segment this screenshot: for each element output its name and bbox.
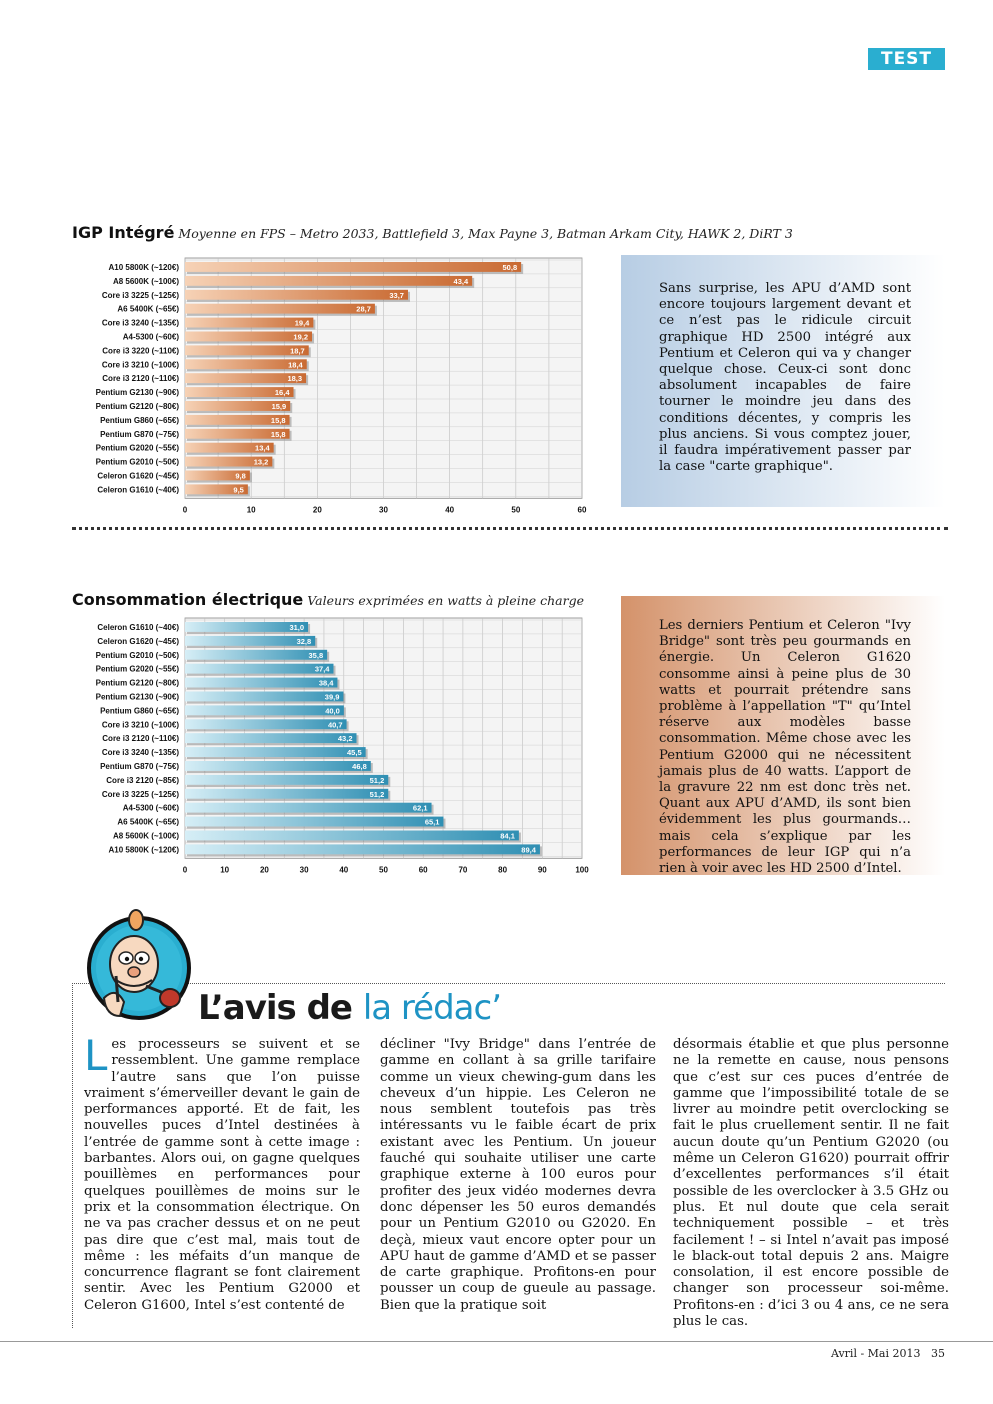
igp-value-label: 50,8 xyxy=(502,262,518,272)
drop-cap: L xyxy=(84,1031,108,1080)
power-value-label: 38,4 xyxy=(318,678,334,688)
igp-bar xyxy=(185,304,375,314)
power-bar xyxy=(185,761,371,771)
avis-column-1-text: es processeurs se suivent et se ressemblent. Une gamme remplace l’autre sans que l’on puisse vraiment s’émerveiller devant le gain de performances apporté. Et de fait, les nouvelles puces d’Intel destinées à l’entrée de gamme sont à cette image : barbantes. Alors oui, on gagne quelques pouillèmes en performances pour quelques pouillèmes de moins sur le prix et la consommation électrique. On ne va pas cracher dessus et on ne peut pas dire que c’est mal, mais tout de même : les méfaits d’un manque de concurrence flagrant se font clairement sentir. Avec les Pentium G2000 et Celeron G1600, Intel s’est contenté de xyxy=(84,1037,360,1313)
power-bar xyxy=(185,789,388,799)
power-category-label: Pentium G2020 (~55€) xyxy=(95,664,179,674)
power-category-label: Core i3 2120 (~85€) xyxy=(106,775,179,785)
power-bar xyxy=(185,650,327,660)
power-value-label: 51,2 xyxy=(369,789,385,799)
power-tick-label: 50 xyxy=(379,865,388,875)
power-tick-label: 60 xyxy=(418,865,428,875)
power-value-label: 40,7 xyxy=(327,720,343,730)
avis-rule-horizontal xyxy=(72,983,945,984)
section-divider xyxy=(72,527,948,530)
power-value-label: 89,4 xyxy=(521,845,536,855)
chart2-subtitle: Valeurs exprimées en watts à pleine charge xyxy=(307,593,584,608)
power-value-label: 45,5 xyxy=(347,748,362,758)
power-bar xyxy=(185,692,343,702)
power-category-label: Pentium G2120 (~80€) xyxy=(95,678,179,688)
power-value-label: 43,2 xyxy=(337,734,353,744)
power-value-label: 65,1 xyxy=(424,817,440,827)
power-bar xyxy=(185,705,344,715)
avis-column-2: décliner "Ivy Bridge" dans l’entrée de gamme en collant à sa grille tarifaire comme un vieux chewing-gum dans les cheveux d’un hippie. Les Celeron ne nous semblent toutefois pas très intéressants vu le faible écart de prix existant avec les Pentium. Un joueur fauché qui souhaite utiliser une carte graphique externe à 100 euros pour profiter des jeux vidéo modernes devra donc dépenser les 50 euros demandés pour un Pentium G2010 ou G2020. En deçà, mieux vaut encore opter pour un APU haut de gamme d’AMD et se passer de carte graphique. Profitons-en pour pousser un coup de gueule au passage. Bien que la pratique soit xyxy=(380,1037,656,1313)
power-bar xyxy=(185,831,519,841)
section-tag: TEST xyxy=(868,48,945,70)
power-chart xyxy=(60,615,605,875)
power-bar xyxy=(185,719,347,729)
igp-value-label: 13,4 xyxy=(255,443,270,453)
power-value-label: 84,1 xyxy=(500,831,515,841)
power-category-label: Pentium G870 (~75€) xyxy=(100,761,179,771)
power-value-label: 37,4 xyxy=(314,664,330,674)
igp-tick-label: 40 xyxy=(445,505,455,515)
power-tick-label: 80 xyxy=(498,865,508,875)
power-commentary-text: Les derniers Pentium et Celeron "Ivy Bridge" sont très peu gourmands en énergie. Un Celeron G1620 consomme ainsi à peine plus de 30 watts et pourrait prétendre sans problème à l’appellation "T" qu’Intel réserve aux modèles basse consommation. Même chose avec les Pentium G2000 qui ne nécessitent jamais plus de 40 watts. L’apport de la gravure 22 nm est donc très net. Quant aux APU d’AMD, ils sont bien évidemment les plus gourmands… mais cela s’explique par les performances de leur IGP qui n’a rien à voir avec les HD 2500 d’Intel. xyxy=(659,618,911,877)
igp-value-label: 18,4 xyxy=(288,360,303,370)
mascot-icon xyxy=(86,906,196,1026)
igp-category-label: Core i3 3210 (~100€) xyxy=(101,360,179,370)
igp-commentary-text: Sans surprise, les APU d’AMD sont encore toujours largement devant et ce n’est pas le ridicule circuit graphique HD 2500 intégré aux Pentium et Celeron qui va y changer quelque chose. Ceux-ci sont donc absolument incapables de faire tourner le moindre jeu dans des conditions décentes, y compris les plus anciens. Si vous comptez jouer, il faudra impérativement passer par la case "carte graphique". xyxy=(659,281,911,475)
igp-tick-label: 10 xyxy=(246,505,256,515)
igp-category-label: Pentium G860 (~65€) xyxy=(100,415,179,425)
power-tick-label: 30 xyxy=(299,865,309,875)
igp-category-label: A4-5300 (~60€) xyxy=(122,332,179,342)
power-bar xyxy=(185,844,540,854)
power-bar xyxy=(185,817,443,827)
power-bar xyxy=(185,775,388,785)
footer xyxy=(831,1347,945,1360)
igp-value-label: 19,2 xyxy=(293,332,309,342)
avis-rule-vertical xyxy=(72,983,73,1328)
igp-bar xyxy=(185,262,521,272)
power-category-label: Core i3 3210 (~100€) xyxy=(101,720,179,730)
igp-bar xyxy=(185,290,408,300)
igp-category-label: A6 5400K (~65€) xyxy=(117,304,179,314)
power-commentary-box xyxy=(621,596,945,875)
power-category-label: Pentium G2010 (~50€) xyxy=(95,650,179,660)
igp-tick-label: 0 xyxy=(182,505,188,515)
power-bar xyxy=(185,733,357,743)
power-tick-label: 20 xyxy=(259,865,269,875)
power-value-label: 46,8 xyxy=(352,761,367,771)
igp-category-label: Core i3 2120 (~110€) xyxy=(102,374,179,384)
igp-tick-label: 30 xyxy=(379,505,388,515)
power-tick-label: 90 xyxy=(537,865,547,875)
page-number: 35 xyxy=(931,1347,945,1360)
chart1-title: IGP Intégré xyxy=(72,223,175,242)
power-value-label: 40,0 xyxy=(325,706,340,716)
igp-value-label: 13,2 xyxy=(253,457,269,467)
power-category-label: A8 5600K (~100€) xyxy=(112,831,179,841)
igp-category-label: A8 5600K (~100€) xyxy=(112,276,179,286)
igp-value-label: 28,7 xyxy=(356,304,371,314)
igp-commentary-box xyxy=(621,255,945,507)
igp-tick-label: 60 xyxy=(577,505,587,515)
igp-value-label: 15,8 xyxy=(270,415,286,425)
igp-category-label: Pentium G870 (~75€) xyxy=(100,429,179,439)
power-category-label: A4-5300 (~60€) xyxy=(122,803,179,813)
power-value-label: 39,9 xyxy=(324,692,340,702)
igp-value-label: 9,5 xyxy=(233,485,244,495)
chart2-heading xyxy=(72,590,584,609)
power-bar xyxy=(185,678,337,688)
avis-title xyxy=(198,988,501,1028)
power-tick-label: 100 xyxy=(575,865,589,875)
igp-chart xyxy=(60,255,605,515)
igp-value-label: 15,8 xyxy=(270,429,286,439)
igp-bar xyxy=(185,276,472,286)
power-value-label: 51,2 xyxy=(369,775,385,785)
power-bar xyxy=(185,747,366,757)
igp-value-label: 15,9 xyxy=(271,401,287,411)
power-bar xyxy=(185,803,432,813)
igp-category-label: Core i3 3220 (~110€) xyxy=(102,346,179,356)
avis-title-main: L’avis de xyxy=(198,988,363,1028)
chart1-subtitle: Moyenne en FPS – Metro 2033, Battlefield 3, Max Payne 3, Batman Arkam City, HAWK 2, DiRT 3 xyxy=(178,226,793,241)
issue-date: Avril - Mai 2013 xyxy=(830,1347,921,1360)
igp-value-label: 33,7 xyxy=(389,290,404,300)
chart1-heading xyxy=(72,223,793,242)
power-category-label: Core i3 3240 (~135€) xyxy=(101,748,179,758)
power-tick-label: 0 xyxy=(182,865,188,875)
igp-category-label: Pentium G2010 (~50€) xyxy=(95,457,179,467)
power-category-label: Pentium G2130 (~90€) xyxy=(95,692,179,702)
power-category-label: Core i3 2120 (~110€) xyxy=(102,734,179,744)
igp-value-label: 43,4 xyxy=(453,276,469,286)
igp-value-label: 18,7 xyxy=(290,346,305,356)
chart2-title: Consommation électrique xyxy=(72,590,304,609)
igp-category-label: Pentium G2120 (~80€) xyxy=(95,401,179,411)
igp-category-label: Core i3 3225 (~125€) xyxy=(101,290,179,300)
footer-rule xyxy=(0,1341,993,1342)
power-category-label: Celeron G1620 (~45€) xyxy=(97,636,179,646)
avis-title-highlight: la rédac’ xyxy=(362,988,501,1028)
igp-tick-label: 50 xyxy=(511,505,521,515)
power-tick-label: 40 xyxy=(339,865,349,875)
igp-category-label: Core i3 3240 (~135€) xyxy=(101,318,179,328)
igp-value-label: 19,4 xyxy=(294,318,310,328)
power-value-label: 62,1 xyxy=(412,803,428,813)
power-category-label: Pentium G860 (~65€) xyxy=(100,706,179,716)
power-tick-label: 10 xyxy=(220,865,230,875)
power-category-label: A10 5800K (~120€) xyxy=(108,845,179,855)
power-value-label: 31,0 xyxy=(289,622,305,632)
avis-column-1 xyxy=(84,1031,360,1314)
igp-category-label: Pentium G2130 (~90€) xyxy=(95,388,179,398)
power-bar xyxy=(185,664,333,674)
igp-category-label: Celeron G1620 (~45€) xyxy=(97,471,179,481)
igp-category-label: A10 5800K (~120€) xyxy=(108,262,179,272)
igp-value-label: 18,3 xyxy=(287,374,303,384)
avis-column-3: désormais établie et que plus personne ne la remette en cause, nous pensons que c’est sur ces puces d’entrée de gamme que l’impossibilité totale de se livrer au moindre petit overclocking se fait le plus cruellement sentir. Il ne fait aucun doute qu’un Pentium G2020 (ou même un Celeron G1620) pourrait offrir d’excellentes performances s’il était possible de les overclocker à 3.5 GHz ou plus. Et nul doute que cela serait techniquement possible – et très facilement ! – si Intel n’avait pas imposé le black-out total depuis 2 ans. Maigre consolation, il est encore possible de changer son processeur soi-même. Profitons-en : d’ici 3 ou 4 ans, ce ne sera plus le cas. xyxy=(673,1037,949,1330)
igp-category-label: Celeron G1610 (~40€) xyxy=(97,485,179,495)
igp-value-label: 16,4 xyxy=(274,388,290,398)
power-value-label: 32,8 xyxy=(296,636,312,646)
igp-tick-label: 20 xyxy=(312,505,322,515)
power-category-label: A6 5400K (~65€) xyxy=(117,817,179,827)
power-value-label: 35,8 xyxy=(308,650,324,660)
power-category-label: Celeron G1610 (~40€) xyxy=(97,622,179,632)
igp-value-label: 9,8 xyxy=(235,471,246,481)
igp-category-label: Pentium G2020 (~55€) xyxy=(95,443,179,453)
power-category-label: Core i3 3225 (~125€) xyxy=(101,789,179,799)
power-tick-label: 70 xyxy=(458,865,468,875)
